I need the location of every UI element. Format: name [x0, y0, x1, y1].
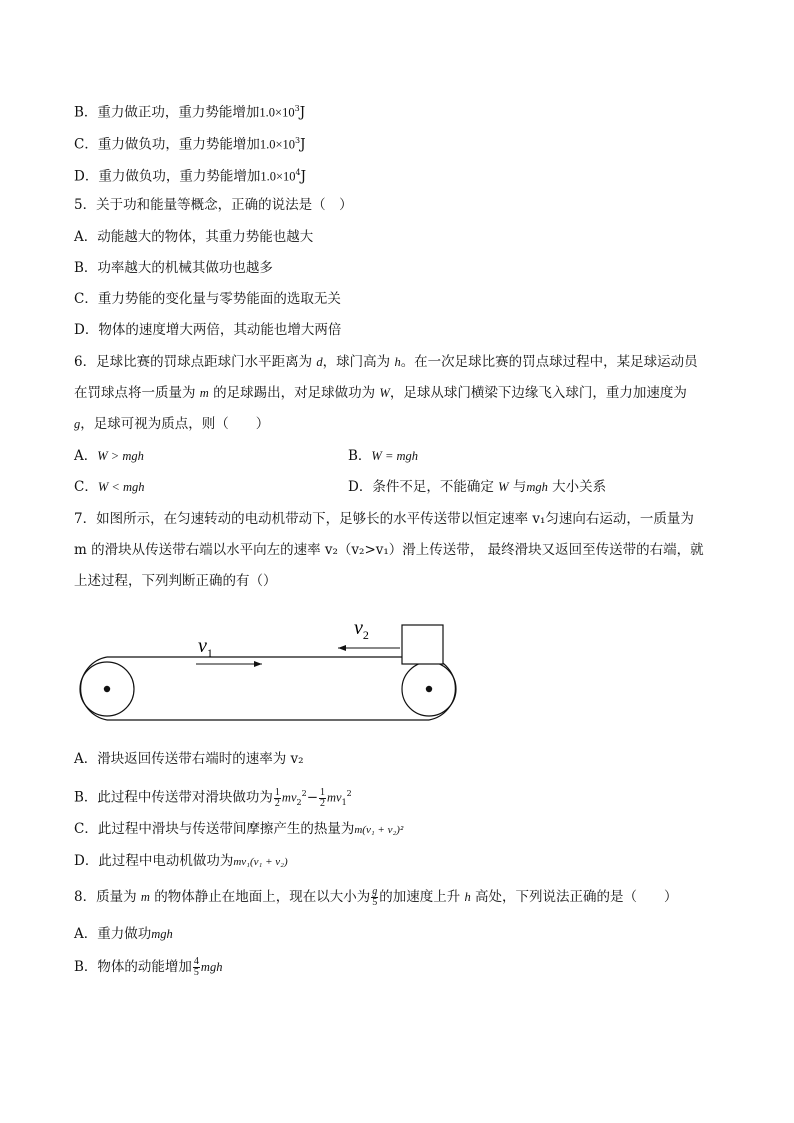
option-label: B．	[348, 448, 372, 464]
q7-option-a: A．滑块返回传送带右端时的速率为 v₂	[74, 751, 304, 767]
option-text: 重力做正功，重力势能增加	[97, 104, 260, 121]
option-label: C．	[74, 479, 98, 495]
q5-option-c: C．重力势能的变化量与零势能面的选取无关	[74, 291, 341, 307]
option-label: D．条件不足，不能确定	[348, 479, 499, 495]
option-label: B．此过程中传送带对滑块做功为	[74, 789, 273, 806]
q5-stem: 5．关于功和能量等概念，正确的说法是（ ）	[74, 197, 353, 213]
q4-option-d	[74, 164, 306, 186]
option-math: W > mgh	[97, 449, 144, 463]
math-var: h	[464, 890, 471, 904]
stem-text: 高处，下列说法正确的是（ ）	[470, 889, 678, 905]
v2-arrowhead	[338, 645, 346, 651]
math-var: d	[316, 355, 323, 369]
left-pulley-axle	[104, 686, 110, 692]
q6-option-c	[74, 478, 144, 496]
q8-option-b	[74, 950, 222, 984]
option-text: 重力做负功，重力势能增加	[98, 168, 261, 185]
option-unit: J	[300, 136, 306, 153]
subscript: 2	[296, 798, 302, 808]
q5-option-d: D．物体的速度增大两倍，其动能也增大两倍	[74, 322, 342, 338]
q5-option-a: A．动能越大的物体，其重力势能也越大	[74, 229, 314, 245]
v1-arrowhead	[254, 661, 262, 667]
math-term: mv	[281, 790, 297, 805]
option-unit: J	[299, 104, 306, 121]
q7-option-c	[74, 820, 403, 839]
denominator: 2	[320, 797, 325, 809]
option-unit: J	[300, 168, 307, 185]
q6-stem-line2	[74, 384, 687, 402]
option-label: C．	[74, 136, 98, 153]
option-exponent: 3	[294, 104, 300, 113]
option-math: mv₁(v₁ + v₂)	[233, 856, 288, 868]
denominator: 5	[193, 967, 199, 978]
stem-text: ，足球可视为质点，则（ ）	[80, 416, 270, 432]
q8-option-a	[74, 925, 173, 943]
option-label: B．物体的动能增加	[74, 959, 192, 975]
option-label: A．	[74, 448, 98, 464]
stem-text: 在罚球点将一质量为	[74, 385, 200, 401]
math-var: W	[379, 386, 390, 400]
option-value: 1.0×10	[259, 137, 296, 152]
conveyor-belt-diagram	[74, 612, 464, 724]
q7-stem-line2: m 的滑块从传送带右端以水平向左的速率 v₂（v₂>v₁）滑上传送带， 最终滑块又返回至传送带的右端，就	[74, 542, 704, 558]
math-var: W	[498, 480, 509, 494]
math-var: h	[394, 355, 401, 369]
q6-option-d	[348, 478, 606, 496]
option-text: 大小关系	[547, 479, 607, 495]
stem-text: 的物体静止在地面上，现在以大小为	[149, 889, 371, 905]
math-term: mv	[327, 790, 342, 805]
belt-left-wrap	[81, 657, 107, 720]
stem-text: 的加速度上升	[379, 889, 465, 905]
right-pulley-axle	[426, 686, 432, 692]
option-math: m(v₁ + v₂)²	[354, 824, 404, 836]
math-var: m	[199, 386, 209, 400]
option-label: D．	[74, 168, 99, 185]
q4-option-c	[74, 132, 306, 154]
q8-stem	[74, 883, 678, 911]
fraction-four-fifths	[193, 957, 200, 978]
q4-option-b	[74, 100, 305, 122]
option-math: mgh	[200, 960, 223, 974]
q7-option-d	[74, 852, 288, 871]
slider-block	[402, 625, 443, 664]
q6-option-a	[74, 447, 144, 465]
stem-text: 的足球踢出，对足球做功为	[208, 385, 380, 401]
subscript: 1	[341, 798, 347, 808]
q7-stem-line1: 7．如图所示，在匀速转动的电动机带动下，足够长的水平传送带以恒定速率 v₁匀速向右运动，一质量为	[74, 511, 694, 527]
v1-label: $v_1$	[198, 635, 213, 660]
option-label: C．此过程中滑块与传送带间摩擦产生的热量为	[74, 821, 355, 837]
fraction-half	[319, 788, 326, 809]
option-text: 与	[508, 479, 527, 495]
option-value: 1.0×10	[259, 105, 295, 120]
numerator: 1	[320, 786, 325, 798]
fraction-half	[274, 788, 281, 809]
belt-right-wrap	[429, 657, 455, 720]
math-var: mgh	[526, 480, 548, 494]
math-var: g	[74, 417, 81, 431]
superscript: 2	[346, 789, 352, 798]
superscript: 2	[301, 789, 307, 798]
option-label: B．	[74, 104, 98, 121]
option-text: 重力做负功，重力势能增加	[97, 136, 260, 153]
option-exponent: 4	[295, 168, 301, 177]
q5-option-b: B．功率越大的机械其做功也越多	[74, 260, 273, 276]
stem-text: ，球门高为	[322, 354, 395, 370]
stem-text: 。在一次足球比赛的罚点球过程中，某足球运动员	[400, 354, 698, 370]
q7-option-b	[74, 780, 352, 808]
numerator: 1	[274, 786, 280, 798]
numerator: g	[372, 886, 378, 897]
option-math: W = mgh	[371, 449, 419, 463]
option-math: mgh	[151, 927, 173, 941]
stem-text: 6．足球比赛的罚球点距球门水平距离为	[74, 354, 317, 370]
v2-label: $v_2$	[354, 617, 369, 642]
stem-text: ，足球从球门横梁下边缘飞入球门，重力加速度为	[389, 385, 687, 401]
stem-text: 8．质量为	[74, 889, 141, 905]
denominator: 5	[372, 897, 378, 908]
option-label: D．此过程中电动机做功为	[74, 853, 234, 869]
option-exponent: 3	[295, 136, 301, 145]
q6-stem-line3	[74, 415, 269, 433]
q6-stem-line1	[74, 353, 698, 371]
q6-option-b	[348, 447, 418, 465]
option-value: 1.0×10	[260, 169, 296, 184]
option-math: W < mgh	[97, 480, 145, 494]
math-var: m	[140, 890, 150, 904]
numerator: 4	[193, 956, 199, 967]
fraction-g-over-5	[371, 887, 378, 908]
q7-stem-line3: 上述过程，下列判断正确的有（）	[74, 573, 277, 589]
option-label: A．重力做功	[74, 926, 152, 942]
denominator: 2	[274, 797, 280, 809]
minus-sign: −	[306, 789, 318, 806]
